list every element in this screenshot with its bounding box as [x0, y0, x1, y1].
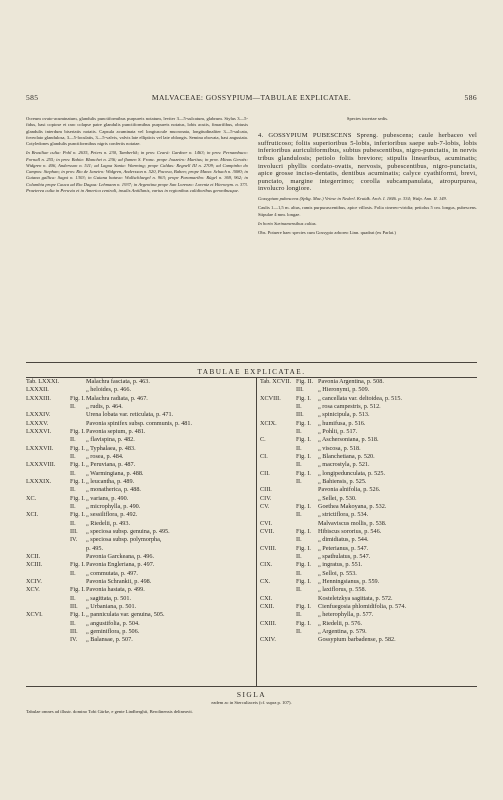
plate-number: LXXXVIII. — [26, 461, 56, 469]
species-name: „ angustifolia, p. 504. — [86, 619, 140, 627]
figure-number: III. — [296, 411, 304, 419]
figure-number: Fig. I. — [296, 577, 311, 585]
distribution-text: In Brasiliae culta: Pohl n. 2635, Peters n. 230, Tamberlik; in prov. Ceará: Gardner n. 1463; in prov. Pernambuco: Fornall n. 255; in prov. Bahia: Blanchet n. 236; ad flumen S. Franc. prope Joazeiro: Martius; in prov. Minas Geraës: Widgren n. 406, Andersson n. 511; ad Lagoa Santa: Warming; prope Caldas: Regnell III n. 2709; ad Campinho do Campos: Stephan; in prov. Rio de Janeiro: Widgren, Andersson n. 520, Pacova, Bahen; prope Mana: Schach n. 3080; in Guiana gallica: Sagot n. 1303; in Guiana batava: Wullschlaegel n. 963; prope Paramaribo: Rügel n. 369, 962; in Columbia prope Cauca ad Rio Dagua: Lehmann n. 1937; in Argentina prope San Lorenzo: Lorentz et Hieronym. n. 373. Praeterea culta in Peruvia et in America centrali, insulis Antillanis, varius in regionibus calidioribus geronibusque. — [26, 150, 248, 193]
figure-number: Fig. I. — [70, 444, 85, 452]
table-row — [26, 620, 252, 628]
table-row — [260, 578, 480, 586]
figure-number: Fig. I. — [296, 452, 311, 460]
figure-number: Fig. I. — [296, 469, 311, 477]
species-name: „ spinicipula, p. 513. — [318, 411, 370, 419]
plate-number: XCVIII. — [260, 394, 281, 402]
table-row — [26, 611, 252, 619]
synonym-text: Gossypium pubescens (Spltg. Mac.) Vriese in Nederl. Kruidk. Arch. I. 1846. p. 334; Walp. Ann. II. 149. — [258, 196, 447, 201]
table-row — [26, 403, 252, 411]
species-name: „ Bahiensis, p. 525. — [318, 477, 367, 485]
figure-number: II. — [296, 461, 302, 469]
figure-number: Fig. I. — [70, 477, 85, 485]
species-name: „ Hieronymi, p. 509. — [318, 386, 370, 394]
plate-number: LXXXIII. — [26, 394, 51, 402]
table-row — [26, 520, 252, 528]
table-row — [260, 378, 480, 386]
table-row — [26, 578, 252, 586]
species-name: „ monatherica, p. 488. — [86, 486, 141, 494]
table-row — [260, 595, 480, 603]
column-divider — [256, 378, 257, 686]
table-row — [260, 470, 480, 478]
figure-number: III. — [70, 602, 78, 610]
species-desc-start: pubescens; — [383, 132, 414, 140]
table-row — [26, 486, 252, 494]
table-row — [26, 436, 252, 444]
figure-number: II. — [296, 569, 302, 577]
table-row — [260, 420, 480, 428]
figure-number: II. — [296, 552, 302, 560]
figure-number: Fig. I. — [70, 394, 85, 402]
plate-number: XCVI. — [26, 611, 43, 619]
plate-number: LXXXVII. — [26, 444, 54, 452]
species-name: Cienfuegosia phlomidifolia, p. 574. — [318, 602, 406, 610]
figure-number: II. — [296, 627, 302, 635]
species-name: Urena lobata var. reticulata, p. 471. — [86, 411, 174, 419]
species-name: „ Riedelii, p. 493. — [86, 519, 130, 527]
figure-number: Fig. I. — [296, 394, 311, 402]
species-name: „ microphylla, p. 490. — [86, 502, 141, 510]
species-name: „ Blanchetiana, p. 520. — [318, 452, 375, 460]
species-name: „ viscosa, p. 518. — [318, 444, 361, 452]
species-name: „ dimidiatus, p. 544. — [318, 536, 369, 544]
species-name: „ rudis, p. 464. — [86, 402, 123, 410]
sigla-line-1: eadem ac in Sterculiaceis (cf. supra p. 107). — [211, 700, 292, 705]
plate-number: XCIV. — [26, 577, 42, 585]
species-name: „ sessiliflora, p. 492. — [86, 511, 138, 519]
species-name: „ Riedelii, p. 576. — [318, 619, 362, 627]
species-name: „ rosa campestris, p. 512. — [318, 402, 381, 410]
figure-number: II. — [296, 477, 302, 485]
species-name: GOSSYPIUM PUBESCENS — [268, 132, 352, 140]
species-name: „ commutata, p. 497. — [86, 569, 138, 577]
table-row — [260, 528, 480, 536]
figure-number: Fig. I. — [296, 436, 311, 444]
table-row — [26, 395, 252, 403]
plate-number: CXIV. — [260, 636, 276, 644]
figure-number: Fig. I. — [296, 619, 311, 627]
species-name: „ spathulatus, p. 547. — [318, 552, 371, 560]
table-row — [260, 436, 480, 444]
figure-number: II. — [70, 452, 76, 460]
table-row — [26, 378, 252, 386]
plate-number: CII. — [260, 469, 270, 477]
table-row — [26, 386, 252, 394]
species-name: „ flavispina, p. 482. — [86, 436, 135, 444]
table-row — [26, 536, 252, 544]
table-row — [260, 395, 480, 403]
table-row — [260, 553, 480, 561]
right-text-column — [258, 116, 477, 239]
table-row — [260, 503, 480, 511]
plate-number: CXIII. — [260, 619, 277, 627]
table-row — [26, 411, 252, 419]
table-row — [260, 545, 480, 553]
plate-number: XC. — [26, 494, 37, 502]
figure-number: Fig. I. — [70, 561, 85, 569]
table-row — [260, 586, 480, 594]
species-name: „ Selloi, p. 553. — [318, 569, 357, 577]
species-entry — [258, 132, 477, 193]
figure-number: II. — [70, 569, 76, 577]
species-name: „ ingratus, p. 551. — [318, 561, 363, 569]
table-row — [26, 420, 252, 428]
plate-number: CIV. — [260, 494, 272, 502]
species-name: Gossypium barbadense, p. 582. — [318, 636, 396, 644]
table-row — [26, 453, 252, 461]
figure-number: Fig. I. — [70, 511, 85, 519]
species-name: Pavonia hastata, p. 499. — [86, 586, 145, 594]
table-row — [260, 628, 480, 636]
measurements-text: Caulis 1—1,5 m. altus, ramis purpurascentibus, apice villosis. Folia cinereo-viridia; petiolus 5 cm. longus, pubescens. Stipulae 4 mm. longae. — [258, 205, 477, 217]
plate-number: CX. — [260, 577, 271, 585]
species-description: Ocreum ovato-acuminatum, glandulis punctiformibus purpureis notatum, leviter 3—5-sulcatum, glabrum. Stylus 3—5-fidus, basi copiose et raro colapse patre glandulis punctiformibus purpureis notatus, lobis acutis, fimarifibus, obtusis glandulis interdum biseriatis notatis. Capsula acuminata vel longiuscule mucronata, longitudinaliter 3—5-sulcata, foveolato glandulosa, 3—5-loculatis, 3—5-valvis, valvis late ellipticis vel late oblongis. Semina obovata, basi angustata. Cotyledones glandulis punctiformibus nigris confertis notatae. — [26, 116, 248, 146]
table-row — [260, 536, 480, 544]
figure-number: II. — [70, 594, 76, 602]
species-name: „ Peterianus, p. 547. — [318, 544, 369, 552]
species-name: „ strictiflora, p. 534. — [318, 511, 369, 519]
table-row — [26, 503, 252, 511]
table-row — [260, 570, 480, 578]
table-row — [26, 545, 252, 553]
species-name: „ rosea, p. 484. — [86, 452, 124, 460]
species-name: Malachra fasciata, p. 463. — [86, 378, 150, 385]
running-header — [26, 93, 477, 105]
table-row — [26, 586, 252, 594]
species-name: „ Henningsianus, p. 559. — [318, 577, 380, 585]
plate-number: CV. — [260, 502, 270, 510]
table-row — [260, 403, 480, 411]
habitat-text: In horto Surinamensibus cultus. — [258, 220, 317, 226]
left-text-column — [26, 116, 248, 197]
species-name: „ sagittata, p. 501. — [86, 594, 132, 602]
species-number: 4. — [258, 132, 264, 140]
figure-number: II. — [70, 436, 76, 444]
figure-number: Fig. I. — [70, 611, 85, 619]
figure-number: II. — [70, 619, 76, 627]
species-name: „ macrostyla, p. 521. — [318, 461, 370, 469]
species-name: „ varians, p. 490. — [86, 494, 129, 502]
species-name: „ heterophylla, p. 577. — [318, 611, 374, 619]
tables-left-column — [26, 378, 252, 645]
plate-number: CI. — [260, 452, 268, 460]
table-row — [26, 470, 252, 478]
table-row — [26, 595, 252, 603]
figure-number: Fig. I. — [296, 419, 311, 427]
species-name: Kosteletzkya sagittata, p. 572. — [318, 594, 393, 602]
figure-number: Fig. I. — [296, 527, 311, 535]
table-row — [260, 478, 480, 486]
table-row — [26, 511, 252, 519]
figure-number: II. — [296, 444, 302, 452]
figure-number: II. — [296, 611, 302, 619]
incertae-sedis-heading: Species incertae sedis. — [346, 116, 389, 121]
species-name: „ speciosa subsp. genuina, p. 495. — [86, 527, 170, 535]
plate-number: CVI. — [260, 519, 273, 527]
species-name: Pavonia Schrankii, p. 498. — [86, 577, 152, 585]
plate-number: CIII. — [260, 486, 272, 494]
running-title: MALVACEAE: GOSSYPIUM—TABULAE EXPLICATAE. — [151, 93, 352, 102]
figure-number: II. — [70, 486, 76, 494]
plate-number: LXXXII. — [26, 386, 49, 394]
species-name: Pavonia Engleriana, p. 497. — [86, 561, 155, 569]
figure-number: II. — [296, 402, 302, 410]
species-name: Goethea Makoyana, p. 532. — [318, 502, 387, 510]
species-name: „ Typhalaea, p. 483. — [86, 444, 136, 452]
species-name: Pavonia alnifolia, p. 526. — [318, 486, 381, 494]
table-row — [26, 636, 252, 644]
page-number-right: 586 — [464, 93, 477, 102]
table-row — [26, 528, 252, 536]
plate-number: LXXXIX. — [26, 477, 52, 485]
species-name: „ Aschersoniana, p. 518. — [318, 436, 379, 444]
figure-number: Fig. I. — [296, 502, 311, 510]
species-name: „ laxiflorus, p. 558. — [318, 586, 367, 594]
table-row — [260, 603, 480, 611]
table-row — [26, 478, 252, 486]
species-name: „ speciosa subsp. polymorpha, — [86, 536, 162, 544]
sigla-title: SIGLA — [236, 690, 267, 699]
species-name: p. 495. — [86, 544, 104, 552]
figure-number: II. — [70, 519, 76, 527]
species-name: „ Argentina, p. 579. — [318, 627, 367, 635]
species-name: „ humifusa, p. 516. — [318, 419, 366, 427]
plate-number: Tab. XCVII. — [260, 378, 292, 385]
species-name: „ Peruviana, p. 487. — [86, 461, 136, 469]
species-name: „ Urbaniana, p. 501. — [86, 602, 137, 610]
table-row — [26, 461, 252, 469]
page-number-left: 585 — [26, 93, 39, 102]
figure-number: III. — [70, 627, 78, 635]
figure-number: II. — [70, 502, 76, 510]
species-name: „ heloides, p. 466. — [86, 386, 132, 394]
plate-number: LXXXV. — [26, 419, 49, 427]
table-row — [26, 445, 252, 453]
species-name: Pavonia Argentina, p. 508. — [318, 378, 384, 385]
species-name: „ longipedunculata, p. 525. — [318, 469, 386, 477]
tables-right-column — [260, 378, 480, 645]
table-row — [260, 428, 480, 436]
table-row — [260, 445, 480, 453]
species-name: „ cancellata var. deltoidea, p. 515. — [318, 394, 403, 402]
species-name: Malvaviscus mollis, p. 538. — [318, 519, 387, 527]
plate-number: XCV. — [26, 586, 40, 594]
figure-number: IV. — [70, 536, 78, 544]
figure-number: II. — [296, 427, 302, 435]
table-row — [260, 561, 480, 569]
figure-number: Fig. I. — [296, 544, 311, 552]
figure-number: III. — [296, 386, 304, 394]
figure-number: Fig. I. — [296, 602, 311, 610]
table-row — [260, 461, 480, 469]
figure-number: III. — [70, 527, 78, 535]
species-name: „ leucantha, p. 489. — [86, 477, 135, 485]
plate-number: XCIX. — [260, 419, 277, 427]
plate-number: CXII. — [260, 602, 275, 610]
species-name: Malachra radiata, p. 467. — [86, 394, 148, 402]
figure-number: Fig. I. — [70, 427, 85, 435]
table-row — [26, 628, 252, 636]
table-row — [26, 553, 252, 561]
tables-rule-bottom — [26, 686, 477, 687]
table-row — [26, 428, 252, 436]
plate-number: CVII. — [260, 527, 275, 535]
figure-number: Fig. I. — [70, 494, 85, 502]
section-title: TABULAE EXPLICATAE. — [197, 368, 306, 376]
table-row — [26, 603, 252, 611]
figure-number: Fig. I. — [70, 461, 85, 469]
table-row — [26, 570, 252, 578]
plate-number: CVIII. — [260, 544, 277, 552]
figure-number: IV. — [70, 636, 78, 644]
table-row — [260, 411, 480, 419]
figure-number: II. — [70, 469, 76, 477]
species-name: „ Pohlii, p. 517. — [318, 427, 358, 435]
plate-number: C. — [260, 436, 266, 444]
plate-number: Tab. LXXXI. — [26, 378, 60, 385]
sigla-line-2: Tabulae omnes ad illustr. domino Tobi Gürke, e gente Lindberghii, Berolinensis delineavit. — [26, 709, 193, 714]
plate-number: LXXXVI. — [26, 427, 52, 435]
plate-number: XCI. — [26, 511, 39, 519]
plate-number: XCII. — [26, 552, 41, 560]
species-name: „ geminiflora, p. 506. — [86, 627, 140, 635]
observation-note: Obs. Potuere haec species cum Gossypio arboreo Linn. quadrat (ex Parlat.) — [258, 230, 396, 235]
figure-number: II. — [70, 402, 76, 410]
figure-number: II. — [296, 536, 302, 544]
table-row — [260, 386, 480, 394]
table-row — [260, 520, 480, 528]
species-name: „ Balansae, p. 507. — [86, 636, 133, 644]
species-author: Spreng. — [356, 132, 379, 140]
figure-number: II. — [296, 586, 302, 594]
table-row — [260, 611, 480, 619]
species-name: Pavonia spinifex subsp. communis, p. 481. — [86, 419, 193, 427]
table-row — [260, 486, 480, 494]
species-name: „ Sellei, p. 530. — [318, 494, 357, 502]
table-row — [260, 636, 480, 644]
figure-number: Fig. I. — [296, 561, 311, 569]
species-name: „ panniculata var. genuina, 505. — [86, 611, 165, 619]
species-name: Pavonia Garckeana, p. 496. — [86, 552, 155, 560]
species-name: Hibiscus sororius, p. 546. — [318, 527, 382, 535]
plate-number: LXXXIV. — [26, 411, 51, 419]
section-rule-top — [26, 362, 477, 363]
figure-number: Fig. II. — [296, 378, 314, 385]
figure-number: II. — [296, 511, 302, 519]
plate-number: CXI. — [260, 594, 273, 602]
plate-number: CIX. — [260, 561, 273, 569]
species-name: „ Warmingiana, p. 488. — [86, 469, 144, 477]
table-row — [26, 561, 252, 569]
table-row — [260, 495, 480, 503]
table-row — [260, 453, 480, 461]
species-description: caule herbaceo vel suffruticoso; foliis superioribus 5-lobis, inferioribus saepe sub-7-lobis, lobis inferioribus auriculiformibus, subtus pubescentibus, nigro-punctatis, in nervis tribus glandulosis; petiolo foliis breviore; stipulis linearibus, acuminatis; involucri phyllis cordato-ovatis, nervosis, pubescentibus, nigro-punctatis, apice grosse inciso-dentatis, dentibus acuminatis; calyce cyathiformi, brevi, punctato, margine integerrimo; corolla subcampanulata, atropurpurea, involucro longiore. — [258, 132, 477, 193]
plate-number: XCIII. — [26, 561, 43, 569]
figure-number: Fig. I. — [70, 586, 85, 594]
species-name: Pavonia sepium, p. 481. — [86, 427, 146, 435]
table-row — [260, 620, 480, 628]
table-row — [260, 511, 480, 519]
table-row — [26, 495, 252, 503]
